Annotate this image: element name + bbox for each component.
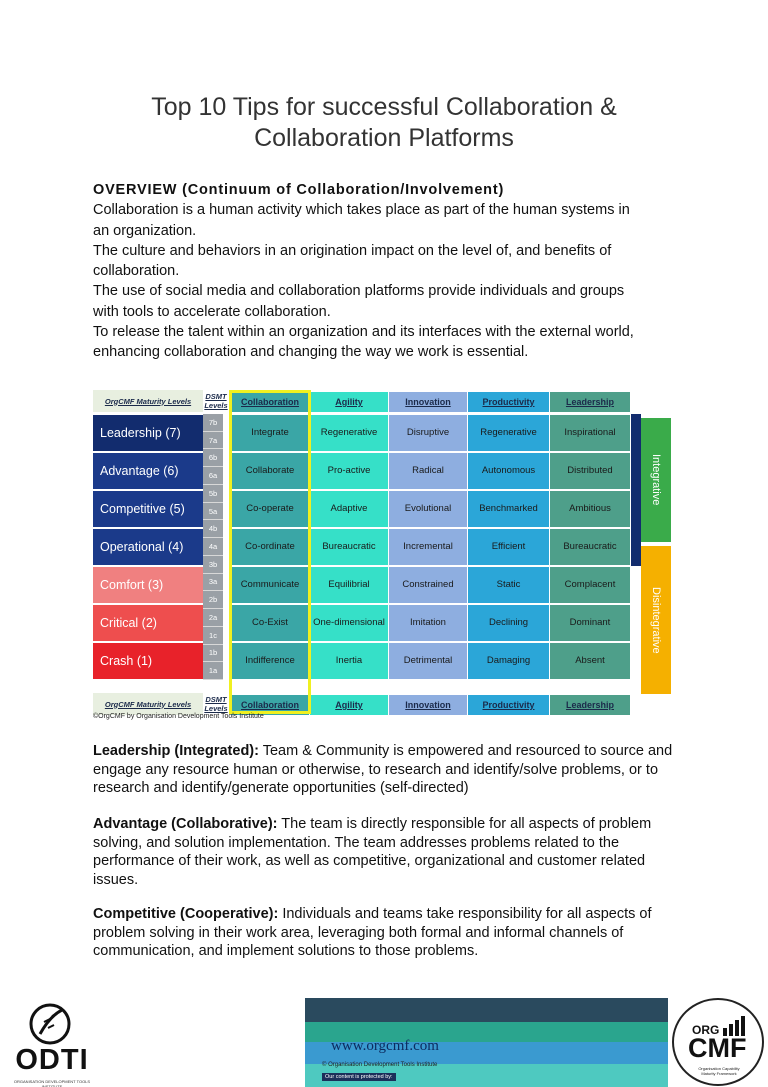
paragraph-label: Advantage (Collaborative): bbox=[93, 816, 278, 832]
maturity-cell: Disruptive bbox=[389, 415, 467, 451]
maturity-cell: Benchmarked bbox=[468, 491, 549, 527]
orgcmf-logo-cmf: CMF bbox=[688, 1033, 747, 1063]
table-footer-column: Innovation bbox=[389, 695, 467, 715]
dsmt-sublevel: 3a bbox=[203, 574, 223, 592]
overview-line: enhancing collaboration and changing the way we work is essential. bbox=[93, 344, 529, 361]
dsmt-sublevel: 5b bbox=[203, 485, 223, 503]
dsmt-sublevel: 1c bbox=[203, 627, 223, 645]
maturity-cell: Complacent bbox=[550, 567, 630, 603]
maturity-cell: One-dimensional bbox=[310, 605, 388, 641]
level-label: Leadership (7) bbox=[93, 415, 203, 451]
maturity-cell: Static bbox=[468, 567, 549, 603]
paragraph-text: The team is directly responsible for all aspects of problem solving, and solution implementation. The team addresses problems related to the performance of their work, as well as competitive, organizational and customer related issues. bbox=[93, 816, 652, 888]
dsmt-sublevel: 5a bbox=[203, 503, 223, 521]
table-footer-column: Agility bbox=[310, 695, 388, 715]
dsmt-sublevel: 1b bbox=[203, 645, 223, 663]
maturity-cell: Dominant bbox=[550, 605, 630, 641]
overview-heading: OVERVIEW (Continuum of Collaboration/Involvement) bbox=[93, 182, 505, 198]
table-header-column: Leadership bbox=[550, 392, 630, 412]
maturity-cell: Damaging bbox=[468, 643, 549, 679]
paragraph-leadership bbox=[93, 742, 683, 798]
maturity-cell: Inertia bbox=[310, 643, 388, 679]
paragraph-competitive bbox=[93, 905, 683, 961]
orgcmf-logo-org: ORG bbox=[692, 1023, 720, 1037]
level-label: Advantage (6) bbox=[93, 453, 203, 489]
maturity-cell: Radical bbox=[389, 453, 467, 489]
side-strip bbox=[631, 414, 641, 566]
maturity-cell: Declining bbox=[468, 605, 549, 641]
maturity-cell: Adaptive bbox=[310, 491, 388, 527]
orgcmf-logo-subtitle: Organisation Capability Maturity Framework bbox=[698, 1066, 740, 1076]
table-footer-dsmt-label: DSMT Levels bbox=[204, 695, 228, 713]
maturity-cell: Integrate bbox=[231, 415, 309, 451]
dsmt-sublevel: 7b bbox=[203, 414, 223, 432]
maturity-cell: Absent bbox=[550, 643, 630, 679]
table-header-column: Collaboration bbox=[231, 392, 309, 412]
overview-section bbox=[93, 180, 673, 363]
dsmt-sublevel: 1a bbox=[203, 662, 223, 680]
dsmt-sublevel: 7a bbox=[203, 432, 223, 450]
maturity-cell: Regenerative bbox=[468, 415, 549, 451]
dsmt-sublevel: 4a bbox=[203, 538, 223, 556]
maturity-cell: Imitation bbox=[389, 605, 467, 641]
maturity-cell: Bureaucratic bbox=[310, 529, 388, 565]
maturity-table bbox=[93, 390, 673, 720]
footer-bar-1 bbox=[305, 998, 668, 1022]
table-footer-column: Leadership bbox=[550, 695, 630, 715]
page-title bbox=[0, 92, 768, 154]
overview-line: The culture and behaviors in an origination impact on the level of, and benefits of bbox=[93, 242, 612, 259]
table-header-column: Agility bbox=[310, 392, 388, 412]
maturity-cell: Evolutional bbox=[389, 491, 467, 527]
table-header-maturity-label: OrgCMF Maturity Levels bbox=[93, 390, 203, 412]
dsmt-sublevel: 6a bbox=[203, 467, 223, 485]
table-credit: ©OrgCMF by Organisation Development Tools Institute bbox=[93, 713, 264, 720]
maturity-cell: Efficient bbox=[468, 529, 549, 565]
overview-line: The use of social media and collaboration platforms provide individuals and groups bbox=[93, 283, 625, 300]
odti-logo-subtitle: ORGANISATION DEVELOPMENT TOOLS INSTITUTE bbox=[13, 1079, 91, 1087]
level-label: Crash (1) bbox=[93, 643, 203, 679]
footer-protected-badge: Our content is protected by: bbox=[322, 1073, 396, 1081]
side-label-integrative: Integrative bbox=[641, 418, 671, 542]
maturity-cell: Co-operate bbox=[231, 491, 309, 527]
paragraph-label: Leadership (Integrated): bbox=[93, 743, 259, 759]
maturity-cell: Incremental bbox=[389, 529, 467, 565]
paragraph-text: Team & Community is empowered and resourced to source and engage any resource human or otherwise, to research and identify/solve problems, or to research and identify/generate opportunities (self-directed) bbox=[93, 743, 673, 796]
table-header-dsmt-label: DSMT Levels bbox=[204, 392, 228, 410]
maturity-cell: Pro-active bbox=[310, 453, 388, 489]
maturity-cell: Collaborate bbox=[231, 453, 309, 489]
table-header-column: Innovation bbox=[389, 392, 467, 412]
side-label-disintegrative: Disintegrative bbox=[641, 546, 671, 694]
footer-copyright: © Organisation Development Tools Institute bbox=[322, 1062, 438, 1068]
maturity-cell: Inspirational bbox=[550, 415, 630, 451]
dsmt-sublevel: 3b bbox=[203, 556, 223, 574]
overview-line: collaboration. bbox=[93, 263, 180, 280]
title-line-1: Top 10 Tips for successful Collaboration & bbox=[151, 93, 617, 121]
maturity-cell: Regenerative bbox=[310, 415, 388, 451]
maturity-cell: Constrained bbox=[389, 567, 467, 603]
dsmt-sublevel: 4b bbox=[203, 520, 223, 538]
table-footer-column: Productivity bbox=[468, 695, 549, 715]
dsmt-sublevel: 2b bbox=[203, 591, 223, 609]
maturity-cell: Bureaucratic bbox=[550, 529, 630, 565]
table-footer-maturity-label: OrgCMF Maturity Levels bbox=[93, 693, 203, 715]
maturity-cell: Co-Exist bbox=[231, 605, 309, 641]
maturity-cell: Autonomous bbox=[468, 453, 549, 489]
maturity-cell: Ambitious bbox=[550, 491, 630, 527]
paragraph-label: Competitive (Cooperative): bbox=[93, 906, 279, 922]
table-footer-column: Collaboration bbox=[231, 695, 309, 715]
footer-url[interactable]: www.orgcmf.com bbox=[331, 1038, 439, 1054]
overview-line: an organization. bbox=[93, 222, 197, 239]
maturity-cell: Co-ordinate bbox=[231, 529, 309, 565]
level-label: Critical (2) bbox=[93, 605, 203, 641]
maturity-cell: Indifference bbox=[231, 643, 309, 679]
maturity-cell: Detrimental bbox=[389, 643, 467, 679]
level-label: Comfort (3) bbox=[93, 567, 203, 603]
level-label: Operational (4) bbox=[93, 529, 203, 565]
level-label: Competitive (5) bbox=[93, 491, 203, 527]
maturity-cell: Distributed bbox=[550, 453, 630, 489]
overview-line: with tools to accelerate collaboration. bbox=[93, 303, 331, 320]
maturity-cell: Equilibrial bbox=[310, 567, 388, 603]
title-line-2: Collaboration Platforms bbox=[254, 124, 514, 152]
odti-logo-text: ODTI bbox=[15, 1044, 89, 1076]
table-header-column: Productivity bbox=[468, 392, 549, 412]
paragraph-advantage bbox=[93, 815, 683, 889]
overview-line: To release the talent within an organization and its interfaces with the external world, bbox=[93, 324, 634, 341]
maturity-cell: Communicate bbox=[231, 567, 309, 603]
dsmt-sublevel: 2a bbox=[203, 609, 223, 627]
paragraph-text: Individuals and teams take responsibility for all aspects of problem solving in their work area, leveraging both formal and informal channels of communication, and implement solutions to those problems. bbox=[93, 906, 652, 959]
dsmt-sublevel: 6b bbox=[203, 449, 223, 467]
overview-line: Collaboration is a human activity which takes place as part of the human systems in bbox=[93, 202, 630, 219]
